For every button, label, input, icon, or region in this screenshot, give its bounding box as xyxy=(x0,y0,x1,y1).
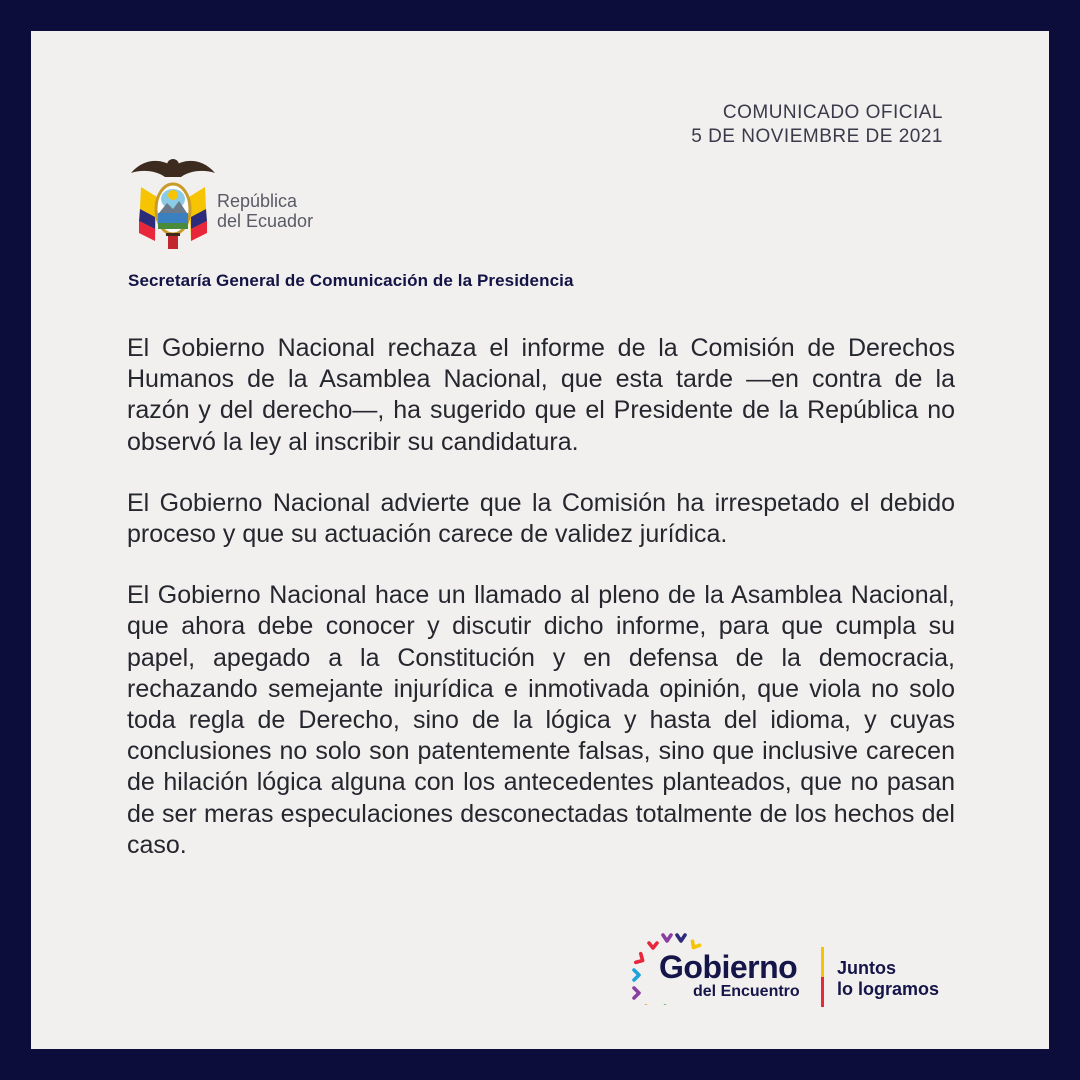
header-block xyxy=(691,101,943,149)
document-type: COMUNICADO OFICIAL xyxy=(722,102,943,123)
institution-name: Secretaría General de Comunicación de la Presidencia xyxy=(128,271,574,290)
coat-of-arms-icon xyxy=(127,151,219,253)
country-name: República del Ecuador xyxy=(217,191,314,231)
statement-paragraph: El Gobierno Nacional hace un llamado al pleno de la Asamblea Nacional, que ahora debe conocer y discutir dicho informe, para que cumpla su papel, apegado a la Constitución y en defensa de la democracia, rechazando semejante injurídica e inmotivada opinión, que viola no solo toda regla de Derecho, sino de la lógica y hasta del idioma, y cuyas conclusiones no solo son patentemente falsas, sino que inclusive carecen de hilación lógica alguna con los antecedentes planteados, que no pasan de ser meras especulaciones desconectadas totalmente de los hechos del caso. xyxy=(127,581,955,859)
statement-paragraph: El Gobierno Nacional advierte que la Comisión ha irrespetado el debido proceso y que su actuación carece de validez jurídica. xyxy=(127,488,955,549)
document-page xyxy=(31,31,1049,1049)
statement-body xyxy=(127,333,955,891)
government-brand xyxy=(627,915,967,1015)
brand-divider xyxy=(821,947,824,1007)
brand-subname: del Encuentro xyxy=(693,983,800,1000)
brand-name: Gobierno xyxy=(659,949,798,985)
statement-paragraph: El Gobierno Nacional rechaza el informe de la Comisión de Derechos Humanos de la Asamblea Nacional, que esta tarde —en contra de la razón y del derecho—, ha sugerido que el Presidente de la República no observó la ley al inscribir su candidatura. xyxy=(127,334,955,456)
document-date: 5 DE NOVIEMBRE DE 2021 xyxy=(691,126,943,147)
brand-slogan: Juntos lo logramos xyxy=(837,958,940,999)
